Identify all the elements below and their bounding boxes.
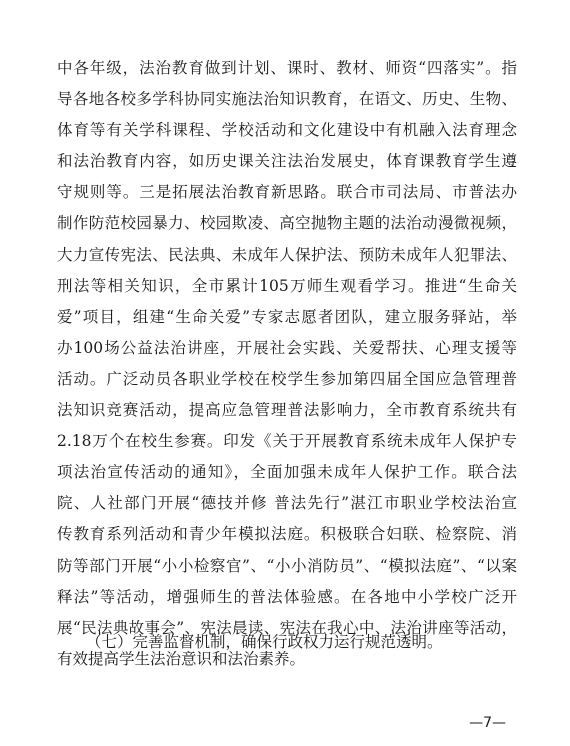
- paragraph-line: 刑法等相关知识，全市累计105万师生观看学习。推进“生命关: [57, 276, 517, 295]
- paragraph-line: 体育等有关学科课程、学校活动和文化建设中有机融入法育理念: [57, 121, 517, 140]
- paragraph-line: 中各年级，法治教育做到计划、课时、教材、师资“四落实”。指: [57, 59, 517, 77]
- paragraph-line: 法知识竞赛活动，提高应急管理普法影响力，全市教育系统共有: [57, 401, 517, 420]
- paragraph-line: 院、人社部门开展“德技并修 普法先行”湛江市职业学校法治宣: [57, 494, 517, 513]
- paragraph-line: 制作防范校园暴力、校园欺凌、高空抛物主题的法治动漫微视频，: [57, 214, 517, 233]
- paragraph-line: 项法治宣传活动的通知》，全面加强未成年人保护工作。联合法: [57, 463, 517, 482]
- page-number: —7—: [469, 715, 506, 731]
- paragraph-line: 爱”项目，组建“生命关爱”专家志愿者团队，建立服务驿站，举: [57, 307, 517, 326]
- body-paragraph: [57, 53, 517, 675]
- paragraph-line: 有效提高学生法治意识和法治素养。: [57, 649, 306, 668]
- paragraph-line: 守规则等。三是拓展法治教育新思路。联合市司法局、市普法办: [57, 183, 517, 202]
- paragraph-line: 办100场公益法治讲座，开展社会实践、关爱帮扶、心理支援等: [57, 338, 517, 357]
- section-heading: （七）完善监督机制，确保行政权力运行规范透明。: [86, 633, 443, 651]
- paragraph-line: 活动。广泛动员各职业学校在校学生参加第四届全国应急管理普: [57, 369, 517, 388]
- paragraph-line: 大力宣传宪法、民法典、未成年人保护法、预防未成年人犯罪法、: [57, 245, 517, 264]
- paragraph-line: 传教育系列活动和青少年模拟法庭。积极联合妇联、检察院、消: [57, 525, 517, 544]
- paragraph-line: 展“民法典故事会”、宪法晨读、宪法在我心中、法治讲座等活动，: [57, 618, 517, 637]
- paragraph-line: 导各地各校多学科协同实施法治知识教育，在语文、历史、生物、: [57, 90, 517, 109]
- paragraph-line: 和法治教育内容，如历史课关注法治发展史，体育课教育学生遵: [57, 152, 517, 171]
- paragraph-line: 防等部门开展“小小检察官”、“小小消防员”、“模拟法庭”、“以案: [57, 556, 517, 575]
- paragraph-line: 释法”等活动，增强师生的普法体验感。在各地中小学校广泛开: [57, 587, 517, 606]
- paragraph-line: 2.18万个在校生参赛。印发《关于开展教育系统未成年人保护专: [57, 432, 517, 451]
